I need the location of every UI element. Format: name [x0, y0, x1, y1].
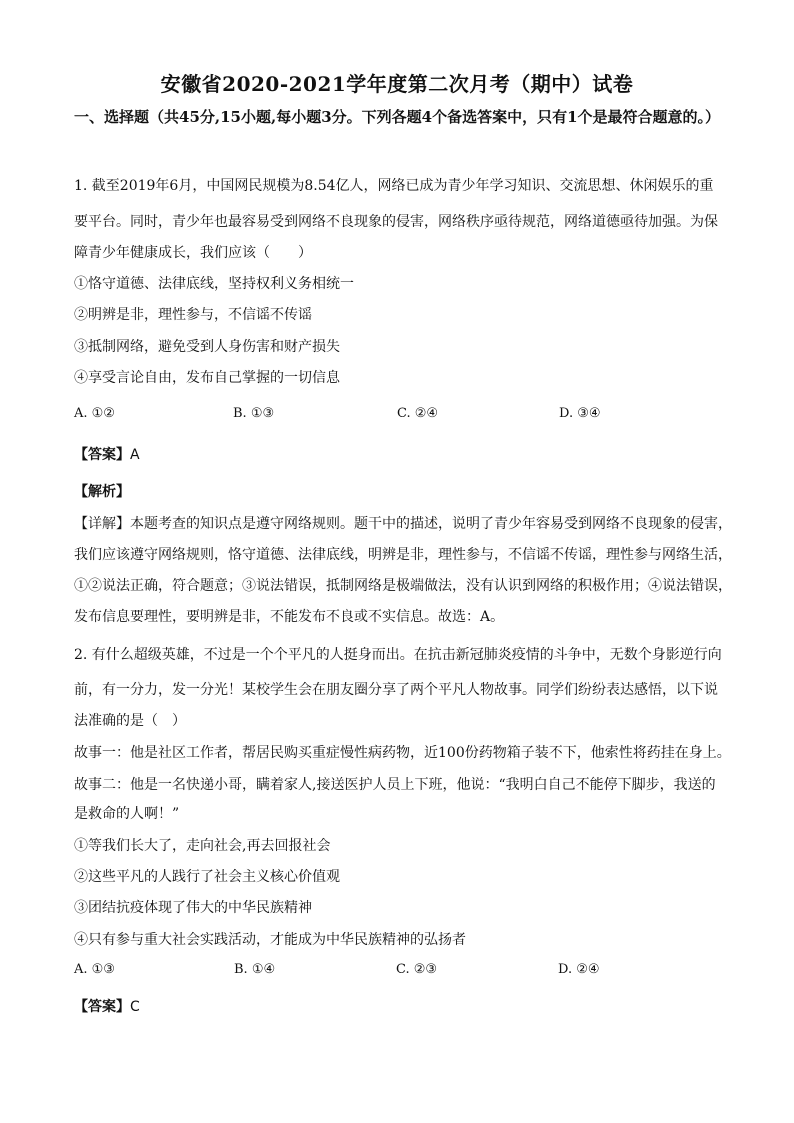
q1-stem-line-3: 障青少年健康成长，我们应该（ ） — [74, 245, 312, 261]
q1-detail-line-3: ①②说法正确，符合题意；③说法错误，抵制网络是极端做法，没有认识到网络的积极作用；④说法错误， — [74, 578, 732, 594]
q1-stem-line-2: 要平台。同时，青少年也最容易受到网络不良现象的侵害，网络秩序亟待规范，网络道德亟待加强。为保 — [74, 214, 718, 230]
q1-item-4: ④享受言论自由，发布自己掌握的一切信息 — [74, 370, 340, 386]
q1-analysis — [74, 482, 130, 502]
q1-option-d: D. ③④ — [559, 406, 601, 421]
q2-item-2: ②这些平凡的人践行了社会主义核心价值观 — [74, 869, 340, 885]
q1-item-2: ②明辨是非，理性参与，不信谣不传谣 — [74, 307, 312, 323]
q2-stem-line-2: 前，有一分力，发一分光！某校学生会在朋友圈分享了两个平凡人物故事。同学们纷纷表达感悟，以下说 — [74, 682, 718, 698]
q1-detail-line-2: 我们应该遵守网络规则，恪守道德、法律底线，明辨是非，理性参与，不信谣不传谣，理性参与网络生活， — [74, 547, 732, 563]
q1-item-1: ①恪守道德、法律底线，坚持权利义务相统一 — [74, 276, 354, 292]
q1-detail-line-4: 发布信息要理性，要明辨是非，不能发布不良或不实信息。故选：A。 — [74, 609, 505, 625]
q2-item-3: ③团结抗疫体现了伟大的中华民族精神 — [74, 900, 312, 916]
q1-answer — [74, 445, 140, 465]
q1-answer-value: A — [130, 447, 140, 463]
q2-answer — [74, 997, 140, 1017]
q1-stem-line-1: 1. 截至2019年6月，中国网民规模为8.54亿人，网络已成为青少年学习知识、交流思想、休闲娱乐的重 — [74, 178, 714, 194]
q2-answer-tag: 【答案】 — [74, 999, 130, 1015]
q1-option-c: C. ②④ — [397, 406, 439, 421]
q2-answer-value: C — [130, 999, 140, 1015]
q2-story-2-cont: 是救命的人啊！” — [74, 806, 180, 822]
section-heading: 一、选择题（共45分,15小题,每小题3分。下列各题4个备选答案中，只有1个是最符合题意的。） — [74, 108, 721, 126]
q1-analysis-tag: 【解析】 — [74, 484, 130, 500]
q2-story-2: 故事二：他是一名快递小哥，瞒着家人,接送医护人员上下班，他说：“我明白自己不能停下脚步，我送的 — [74, 777, 716, 793]
q2-item-4: ④只有参与重大社会实践活动，才能成为中华民族精神的弘扬者 — [74, 932, 466, 948]
q2-stem-line-3: 法准确的是（ ） — [74, 713, 186, 729]
q1-detail-line-1: 【详解】本题考查的知识点是遵守网络规则。题干中的描述，说明了青少年容易受到网络不良现象的侵害， — [74, 516, 732, 532]
q2-item-1: ①等我们长大了，走向社会,再去回报社会 — [74, 838, 331, 854]
q2-option-c: C. ②③ — [396, 962, 438, 977]
q2-story-1: 故事一：他是社区工作者，帮居民购买重症慢性病药物，近100份药物箱子装不下，他索性将药挂在身上。 — [74, 745, 731, 761]
q1-option-a: A. ①② — [74, 406, 115, 421]
q2-option-b: B. ①④ — [234, 962, 276, 977]
page-title: 安徽省2020-2021学年度第二次月考（期中）试卷 — [160, 72, 634, 96]
q2-option-d: D. ②④ — [558, 962, 600, 977]
q1-item-3: ③抵制网络，避免受到人身伤害和财产损失 — [74, 339, 340, 355]
q2-stem-line-1: 2. 有什么超级英雄，不过是一个个平凡的人挺身而出。在抗击新冠肺炎疫情的斗争中，无数个身影逆行向 — [74, 647, 722, 663]
q2-option-a: A. ①③ — [74, 962, 115, 977]
q1-answer-tag: 【答案】 — [74, 447, 130, 463]
q1-option-b: B. ①③ — [233, 406, 275, 421]
